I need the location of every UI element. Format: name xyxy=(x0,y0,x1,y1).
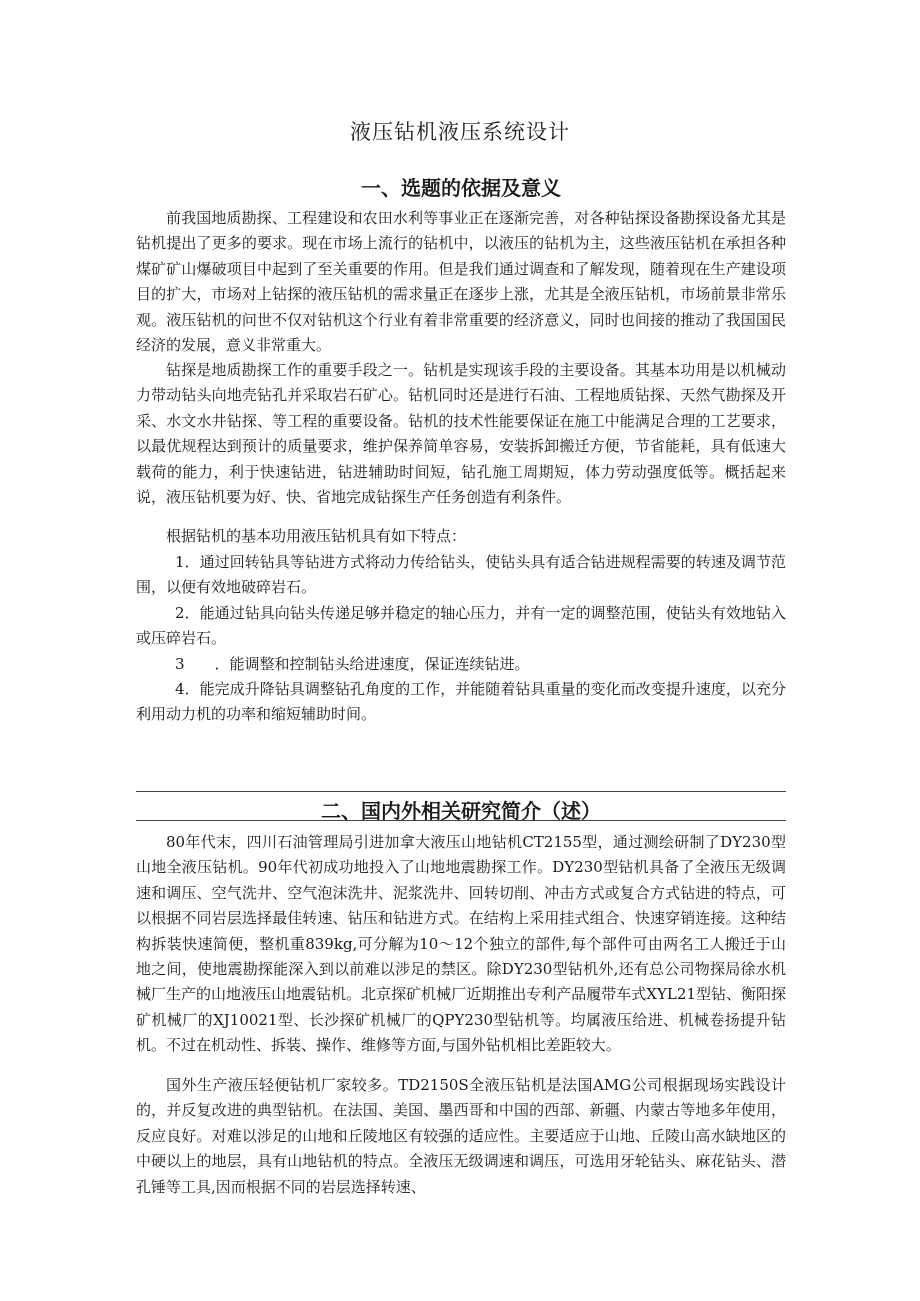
section-1-paragraph-1: 前我国地质勘探、工程建设和农田水利等事业正在逐渐完善，对各种钻探设备勘探设备尤其是钻机提出了更多的要求。现在市场上流行的钻机中，以液压的钻机为主，这些液压钻机在承担各种煤矿矿山爆破项目中起到了至关重要的作用。但是我们通过调查和了解发现，随着现在生产建设项目的扩大，市场对上钻探的液压钻机的需求量正在逐步上涨，尤其是全液压钻机，市场前景非常乐观。液压钻机的问世不仅对钻机这个行业有着非常重要的经济意义，同时也间接的推动了我国国民经济的发展，意义非常重大。 xyxy=(136,209,786,355)
section-1-paragraph-2: 钻探是地质勘探工作的重要手段之一。钻机是实现该手段的主要设备。其基本功用是以机械动力带动钻头向地壳钻孔并采取岩石矿心。钻机同时还是进行石油、工程地质钻探、天然气勘探及开采、水文水井钻探、等工程的重要设备。钻机的技术性能要保证在施工中能满足合理的工艺要求，以最优规程达到预计的质量要求，维护保养简单容易，安装拆卸搬迁方便，节省能耗，具有低速大载荷的能力，利于快速钻进，钻进辅助时间短，钻孔施工周期短，体力劳动强度低等。概括起来说，液压钻机要为好、快、省地完成钻探生产任务创造有利条件。 xyxy=(136,361,786,507)
section-2-bottom-rule xyxy=(136,820,786,821)
section-2-top-rule xyxy=(136,791,786,792)
section-2-paragraph-2: 国外生产液压轻便钻机厂家较多。TD2150S全液压钻机是法国AMG公司根据现场实践设计的，并反复改进的典型钻机。在法国、美国、墨西哥和中国的西部、新疆、内蒙古等地多年使用，反应良好。对难以涉足的山地和丘陵地区有较强的适应性。主要适应于山地、丘陵山高水缺地区的中硬以上的地层，具有山地钻机的特点。全液压无级调速和调压，可选用牙轮钻头、麻花钻头、潜孔锤等工具,因而根据不同的岩层选择转速、 xyxy=(136,1076,786,1196)
feature-item-2: 2．能通过钻具向钻头传递足够并稳定的轴心压力，并有一定的调整范围，使钻头有效地钻入或压碎岩石。 xyxy=(136,604,786,648)
section-1-heading: 一、选题的依据及意义 xyxy=(361,176,561,200)
document-title: 液压钻机液压系统设计 xyxy=(350,120,570,144)
feature-item-1: 1．通过回转钻具等钻进方式将动力传给钻头，使钻头具有适合钻进规程需要的转速及调节范围，以便有效地破碎岩石。 xyxy=(136,553,786,597)
section-2-paragraph-1: 80年代末，四川石油管理局引进加拿大液压山地钻机CT2155型，通过测绘研制了DY230型山地全液压钻机。90年代初成功地投入了山地地震勘探工作。DY230型钻机具备了全液压无级调速和调压、空气洗井、空气泡沫洗井、泥浆洗井、回转切削、冲击方式或复合方式钻进的特点，可以根据不同岩层选择最佳转速、钻压和钻进方式。在结构上采用挂式组合、快速穿销连接。这种结构拆装快速简便，整机重839kg,可分解为10～12个独立的部件,每个部件可由两名工人搬迁于山地之间，使地震勘探能深入到以前难以涉足的禁区。除DY230型钻机外,还有总公司物探局徐水机械厂生产的山地液压山地震钻机。北京探矿机械厂近期推出专利产品履带车式XYL21型钻、衡阳探矿机械厂的XJ10021型、长沙探矿机械厂的QPY230型钻机等。均属液压给进、机械卷扬提升钻机。不过在机动性、拆装、操作、维修等方面,与国外钻机相比差距较大。 xyxy=(136,833,786,1055)
feature-item-4: 4．能完成升降钻具调整钻孔角度的工作，并能随着钻具重量的变化而改变提升速度，以充分利用动力机的功率和缩短辅助时间。 xyxy=(136,680,786,724)
section-1-paragraph-3: 根据钻机的基本功用液压钻机具有如下特点： xyxy=(166,527,467,545)
section-2-heading: 二、国内外相关研究简介（述） xyxy=(321,799,601,823)
feature-item-3: 3 ．能调整和控制钻头给进速度，保证连续钻进。 xyxy=(175,655,530,673)
